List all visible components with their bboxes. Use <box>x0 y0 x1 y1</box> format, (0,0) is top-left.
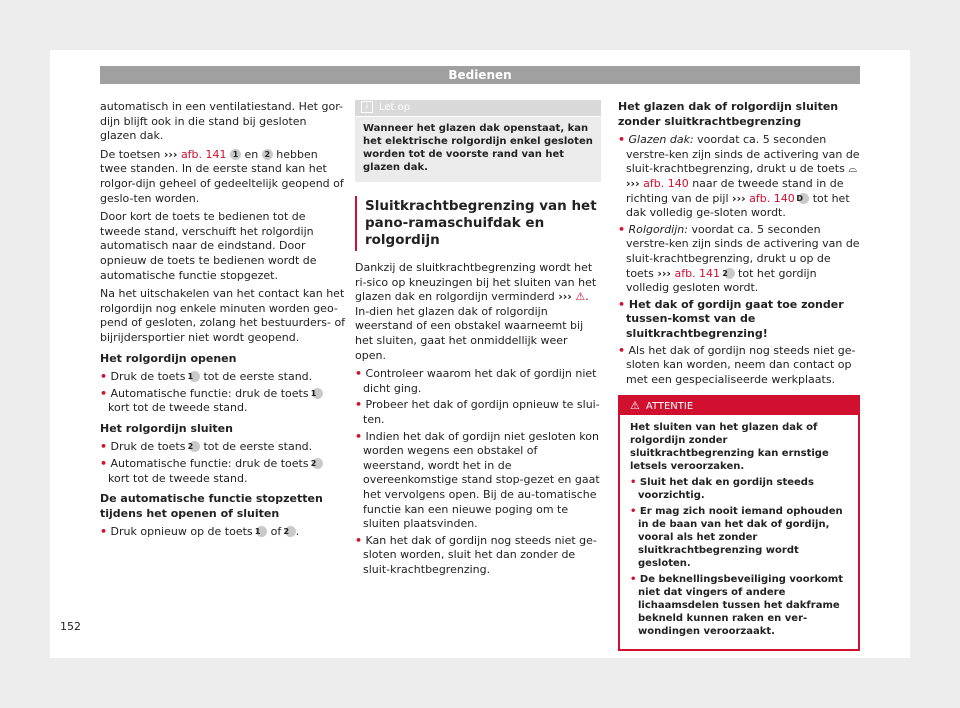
paragraph: De toetsen ››› afb. 141 1 en 2 hebben twee standen. In de eerste stand kan het rolgor-dijn geheel of gedeeltelijk geopend of geslo-ten worden. <box>100 147 344 205</box>
list-item: • Automatische functie: druk de toets 2 kort tot de tweede stand. <box>100 457 346 486</box>
note-text: Wanneer het glazen dak openstaat, kan het elektrische rolgordijn enkel gesloten worden tot de voorste rand van het glazen dak. <box>363 123 593 173</box>
note-box <box>355 100 601 182</box>
subheading: Het glazen dak of rolgordijn sluiten zonder sluitkrachtbegrenzing <box>618 100 839 128</box>
info-icon: i <box>361 101 373 113</box>
subheading: Het rolgordijn openen <box>100 351 237 365</box>
list-item: • Druk de toets 2 tot de eerste stand. <box>100 440 313 454</box>
column-left <box>100 100 346 542</box>
page-number: 152 <box>60 620 81 633</box>
callout-number: 2 <box>262 149 273 160</box>
list-item: • Indien het dak of gordijn niet gesloten kon worden wegens een obstakel of weerstand, wordt het in de overeenkomstige stand stop-gezet en gaat het vervolgens open. Bij de au-tomatische functie kan een nieuwe poging om te sluiten plaatsvinden. <box>355 429 600 531</box>
warning-text: Het sluiten van het glazen dak of rolgordijn zonder sluitkrachtbegrenzing kan ernstige letsels veroorzaken. • Sluit het dak en gordijn steeds voorzichtig. • Er mag zich nooit iemand ophouden in de baan van het dak of gordijn, vooral als het zonder sluitkrachtbegrenzing wordt gesloten. • De beknellingsbeveiliging voorkomt niet dat vingers of andere lichaamsdelen tussen het dakframe bekneld kunnen raken en ver-wondingen veroorzaakt. <box>630 422 843 638</box>
manual-page <box>50 50 910 658</box>
warning-box <box>618 395 860 651</box>
figure-link[interactable]: afb. 140 <box>749 191 795 205</box>
paragraph: automatisch in een ventilatiestand. Het gor-dijn blijft ook in die stand bij gesloten glazen dak. <box>100 100 343 143</box>
paragraph: Door kort de toets te bedienen tot de tweede stand, verschuift het rolgordijn automatisch naar de eindstand. Door opnieuw de toets te bedienen wordt de automatische functie stopgezet. <box>100 210 317 282</box>
list-item: • Automatische functie: druk de toets 1 kort tot de tweede stand. <box>100 387 346 416</box>
list-item: • Kan het dak of gordijn nog steeds niet ge-sloten worden, sluit het dan zonder de sluit-krachtbegrenzing. <box>355 533 597 576</box>
list-item: • Druk opnieuw op de toets 1 of 2 . <box>100 525 300 539</box>
callout-number: 1 <box>230 149 241 160</box>
sunroof-button-icon: ⌓ <box>848 162 858 176</box>
column-right <box>618 100 860 651</box>
warning-triangle-icon: ⚠ <box>630 399 640 413</box>
page-header: Bedienen <box>100 66 860 84</box>
warning-header: ⚠ ATTENTIE <box>620 397 858 415</box>
figure-link[interactable]: afb. 141 <box>674 266 721 280</box>
column-middle <box>355 100 601 579</box>
list-item: • Als het dak of gordijn nog steeds niet ge-sloten kan worden, neem dan contact op met een gespecialiseerde werkplaats. <box>618 343 856 386</box>
warning-triangle-icon[interactable]: ⚠ <box>575 290 586 304</box>
list-item: • Druk de toets 1 tot de eerste stand. <box>100 370 313 384</box>
list-item: • Controleer waarom het dak of gordijn niet dicht ging. <box>355 367 597 395</box>
section-title: Sluitkrachtbegrenzing van het pano-ramaschuifdak en rolgordijn <box>355 196 601 251</box>
subheading: Het rolgordijn sluiten <box>100 421 233 435</box>
figure-link[interactable]: afb. 141 <box>180 147 227 161</box>
note-header: i Let op <box>355 100 601 117</box>
paragraph: Na het uitschakelen van het contact kan het rolgordijn nog enkele minuten worden geo-pend of gesloten, zolang het bestuurders- of bijrijdersportier niet wordt geopend. <box>100 287 346 344</box>
callout-letter: D <box>798 193 809 204</box>
list-item: • Rolgordijn: voordat ca. 5 seconden verstre-ken zijn sinds de activering van de sluit-krachtbegrenzing, drukt u op de toets ››› afb. 141 2 tot het gordijn volledig gesloten wordt. <box>618 222 860 295</box>
paragraph: Dankzij de sluitkrachtbegrenzing wordt het ri-sico op kneuzingen bij het sluiten van het glazen dak en rolgordijn verminderd ››› ⚠. In-dien het glazen dak of rolgordijn weerstand of een obstakel waarneemt bij het sluiten, gaat het onmiddellijk weer open. <box>355 261 597 362</box>
list-item: • Glazen dak: voordat ca. 5 seconden verstre-ken zijn sinds de activering van de sluit-krachtbegrenzing, drukt u de toets ⌓ ››› afb. 140 naar de tweede stand in de richting van de pijl ››› afb. 140 D tot het dak volledig ge-sloten wordt. <box>618 133 860 220</box>
figure-link[interactable]: afb. 140 <box>643 176 689 190</box>
list-item: • Het dak of gordijn gaat toe zonder tussen-komst van de sluitkrachtbegrenzing! <box>618 297 844 340</box>
subheading: De automatische functie stopzetten tijdens het openen of sluiten <box>100 492 323 520</box>
list-item: • Probeer het dak of gordijn opnieuw te slui-ten. <box>355 398 600 426</box>
